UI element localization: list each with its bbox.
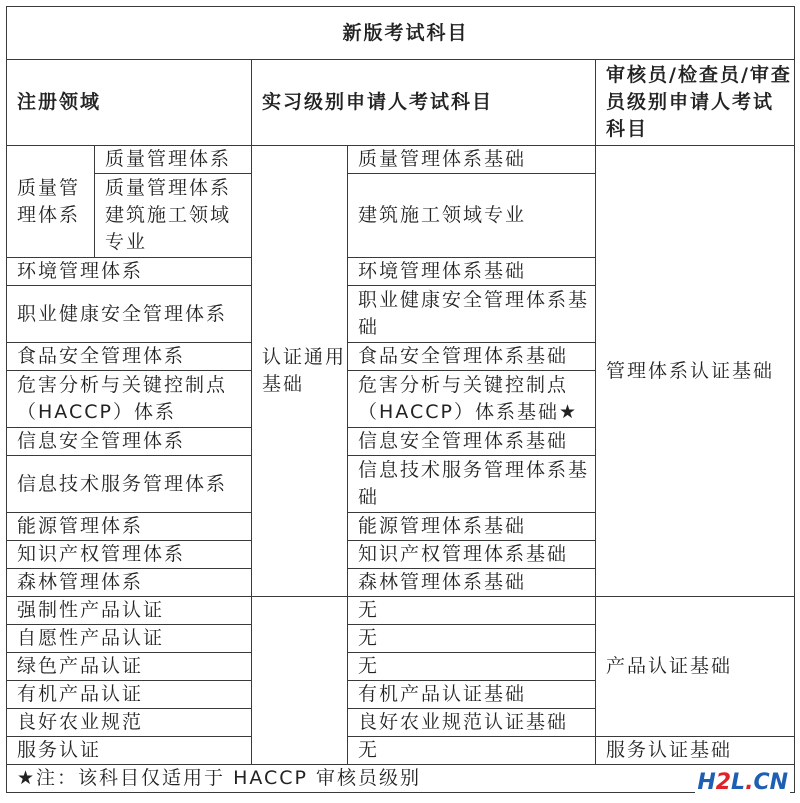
domain-cell: 自愿性产品认证 bbox=[7, 625, 252, 653]
table-title: 新版考试科目 bbox=[7, 7, 795, 60]
product-basis-cell: 产品认证基础 bbox=[596, 597, 795, 737]
subject-cell: 能源管理体系基础 bbox=[348, 513, 596, 541]
domain-cell: 森林管理体系 bbox=[7, 569, 252, 597]
subject-cell: 有机产品认证基础 bbox=[348, 681, 596, 709]
subject-cell: 危害分析与关键控制点（HACCP）体系基础★ bbox=[348, 371, 596, 428]
domain-cell: 质量管理体系 bbox=[95, 146, 252, 174]
common-basis-spacer bbox=[252, 597, 348, 765]
watermark-letter-h: H bbox=[697, 770, 716, 795]
group-quality-management: 质量管理体系 bbox=[7, 146, 95, 258]
domain-cell: 环境管理体系 bbox=[7, 258, 252, 286]
service-basis-cell: 服务认证基础 bbox=[596, 737, 795, 765]
domain-cell: 有机产品认证 bbox=[7, 681, 252, 709]
exam-subjects-document bbox=[6, 6, 794, 796]
subject-cell: 食品安全管理体系基础 bbox=[348, 343, 596, 371]
exam-subjects-table bbox=[6, 6, 795, 793]
watermark-letter-l: L bbox=[731, 770, 746, 795]
subject-cell: 无 bbox=[348, 625, 596, 653]
domain-cell: 服务认证 bbox=[7, 737, 252, 765]
domain-cell: 食品安全管理体系 bbox=[7, 343, 252, 371]
common-basis-cell: 认证通用基础 bbox=[252, 146, 348, 597]
h2l-watermark-logo bbox=[695, 771, 790, 795]
subject-cell: 良好农业规范认证基础 bbox=[348, 709, 596, 737]
watermark-digit-2: 2 bbox=[715, 770, 732, 795]
subject-cell: 知识产权管理体系基础 bbox=[348, 541, 596, 569]
header-registration-domain: 注册领域 bbox=[7, 60, 252, 146]
domain-cell: 危害分析与关键控制点（HACCP）体系 bbox=[7, 371, 252, 428]
subject-cell: 建筑施工领域专业 bbox=[348, 174, 596, 258]
domain-cell: 良好农业规范 bbox=[7, 709, 252, 737]
domain-cell: 信息技术服务管理体系 bbox=[7, 456, 252, 513]
subject-cell: 职业健康安全管理体系基础 bbox=[348, 286, 596, 343]
watermark-dot: . bbox=[745, 770, 754, 795]
domain-cell: 知识产权管理体系 bbox=[7, 541, 252, 569]
domain-cell: 能源管理体系 bbox=[7, 513, 252, 541]
footnote: ★注：该科目仅适用于 HACCP 审核员级别 bbox=[7, 765, 795, 793]
subject-cell: 无 bbox=[348, 653, 596, 681]
domain-cell: 职业健康安全管理体系 bbox=[7, 286, 252, 343]
subject-cell: 质量管理体系基础 bbox=[348, 146, 596, 174]
subject-cell: 信息技术服务管理体系基础 bbox=[348, 456, 596, 513]
subject-cell: 环境管理体系基础 bbox=[348, 258, 596, 286]
domain-cell: 质量管理体系建筑施工领域专业 bbox=[95, 174, 252, 258]
domain-cell: 强制性产品认证 bbox=[7, 597, 252, 625]
subject-cell: 森林管理体系基础 bbox=[348, 569, 596, 597]
subject-cell: 信息安全管理体系基础 bbox=[348, 428, 596, 456]
header-intern-subjects: 实习级别申请人考试科目 bbox=[252, 60, 596, 146]
domain-cell: 信息安全管理体系 bbox=[7, 428, 252, 456]
subject-cell: 无 bbox=[348, 597, 596, 625]
domain-cell: 绿色产品认证 bbox=[7, 653, 252, 681]
watermark-cn: CN bbox=[753, 770, 788, 795]
mgmt-basis-cell: 管理体系认证基础 bbox=[596, 146, 795, 597]
subject-cell: 无 bbox=[348, 737, 596, 765]
header-auditor-subjects: 审核员/检查员/审查员级别申请人考试科目 bbox=[596, 60, 795, 146]
